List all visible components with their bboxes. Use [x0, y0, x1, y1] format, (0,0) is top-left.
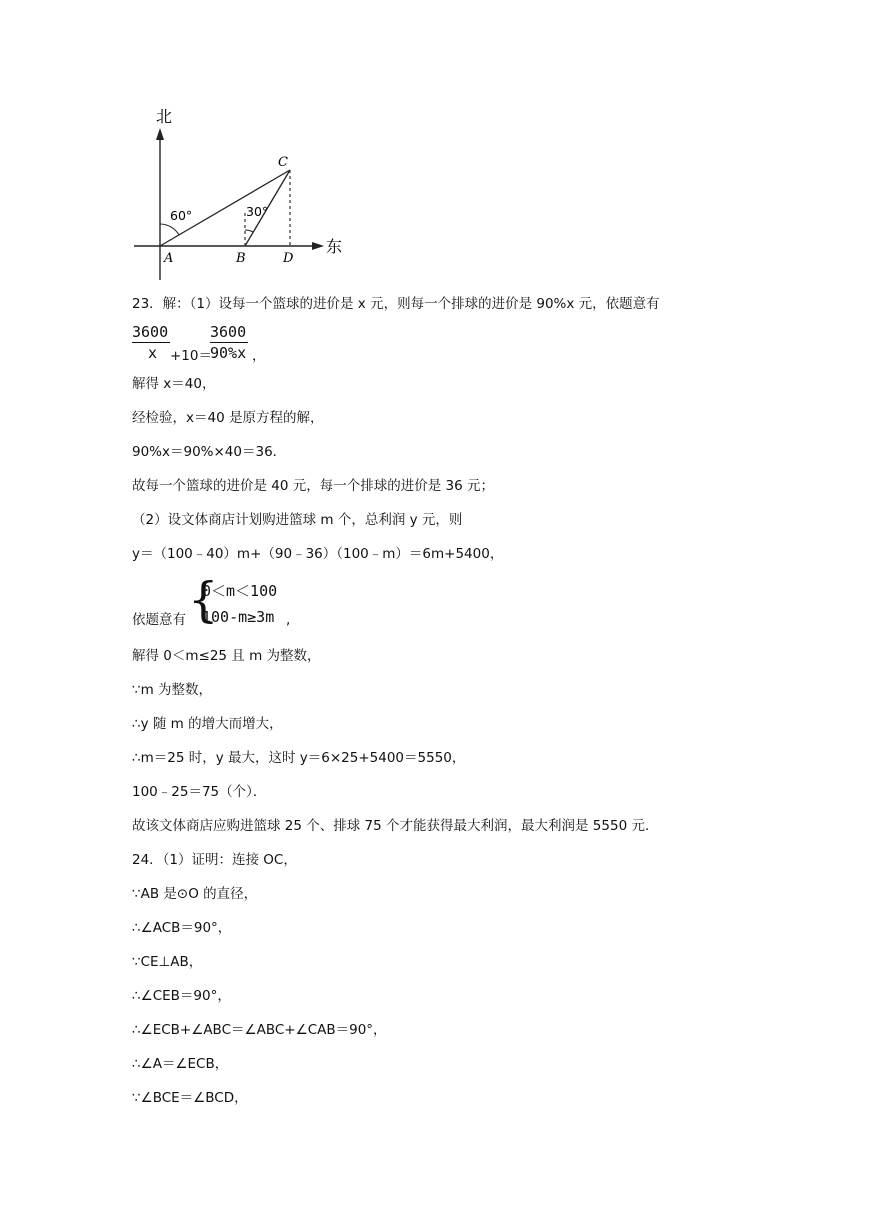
point-c-label: C [278, 155, 288, 170]
brace-icon: { [188, 572, 219, 628]
q23-line4: 经检验，x＝40 是原方程的解， [132, 410, 324, 426]
q24-line1: 24．（1）证明：连接 OC， [132, 852, 297, 868]
east-label: 东 [326, 237, 343, 256]
point-a-label: A [164, 251, 174, 266]
equation-end: ， [252, 348, 266, 364]
q23-line13: ∴m＝25 时，y 最大，这时 y＝6×25+5400＝5550， [132, 750, 466, 766]
q23-line8: y＝（100﹣40）m+（90﹣36）（100﹣m）＝6m+5400， [132, 546, 504, 562]
fraction-1-numerator: 3600 [132, 323, 169, 341]
angle-b-label: 30° [246, 204, 269, 219]
fraction-2-numerator: 3600 [210, 323, 247, 341]
q23-line7: （2）设文体商店计划购进篮球 m 个，总利润 y 元，则 [132, 512, 463, 528]
east-arrow-icon [312, 242, 324, 250]
q23-line11: ∵m 为整数， [132, 682, 213, 698]
q23-line14: 100﹣25＝75（个）． [132, 784, 267, 800]
q24-line5: ∴∠CEB＝90°， [132, 988, 231, 1004]
q23-line5: 90%x＝90%×40＝36． [132, 444, 287, 460]
q23-line3: 解得 x＝40， [132, 376, 216, 392]
equation-middle: +10＝ [170, 348, 212, 364]
system-prefix: 依题意有 [132, 612, 186, 628]
north-label: 北 [156, 107, 173, 126]
q23-line10: 解得 0＜m≤25 且 m 为整数， [132, 648, 321, 664]
geometry-figure [128, 100, 358, 290]
q24-line6: ∴∠ECB+∠ABC＝∠ABC+∠CAB＝90°， [132, 1022, 387, 1038]
q24-line4: ∵CE⊥AB， [132, 954, 203, 970]
fraction-2-denominator: 90%x [210, 344, 247, 362]
angle-arc-b [245, 230, 253, 232]
q24-line2: ∵AB 是⊙O 的直径， [132, 886, 258, 902]
angle-a-label: 60° [170, 208, 193, 223]
fraction-1 [132, 322, 170, 363]
q23-line6: 故每一个篮球的进价是 40 元，每一个排球的进价是 36 元； [132, 478, 495, 494]
point-b-label: B [236, 251, 246, 266]
system-row-2: 100-m≥3m [202, 608, 275, 626]
q24-line7: ∴∠A＝∠ECB， [132, 1056, 229, 1072]
direction-diagram [128, 100, 358, 290]
q24-line3: ∴∠ACB＝90°， [132, 920, 232, 936]
angle-arc-a [160, 224, 179, 235]
point-d-label: D [283, 251, 294, 266]
q24-line8: ∵∠BCE＝∠BCD， [132, 1090, 248, 1106]
fraction-1-denominator: x [148, 344, 158, 362]
north-arrow-icon [156, 128, 164, 140]
q23-intro: 23．解：（1）设每一个篮球的进价是 x 元，则每一个排球的进价是 90%x 元，依题意有 [132, 296, 660, 312]
fraction-2 [210, 322, 248, 363]
system-end: , [286, 612, 291, 628]
q23-line12: ∴y 随 m 的增大而增大， [132, 716, 283, 732]
system-row-1: 0＜m＜100 [202, 582, 278, 600]
q23-line15: 故该文体商店应购进篮球 25 个、排球 75 个才能获得最大利润，最大利润是 5550 元． [132, 818, 659, 834]
